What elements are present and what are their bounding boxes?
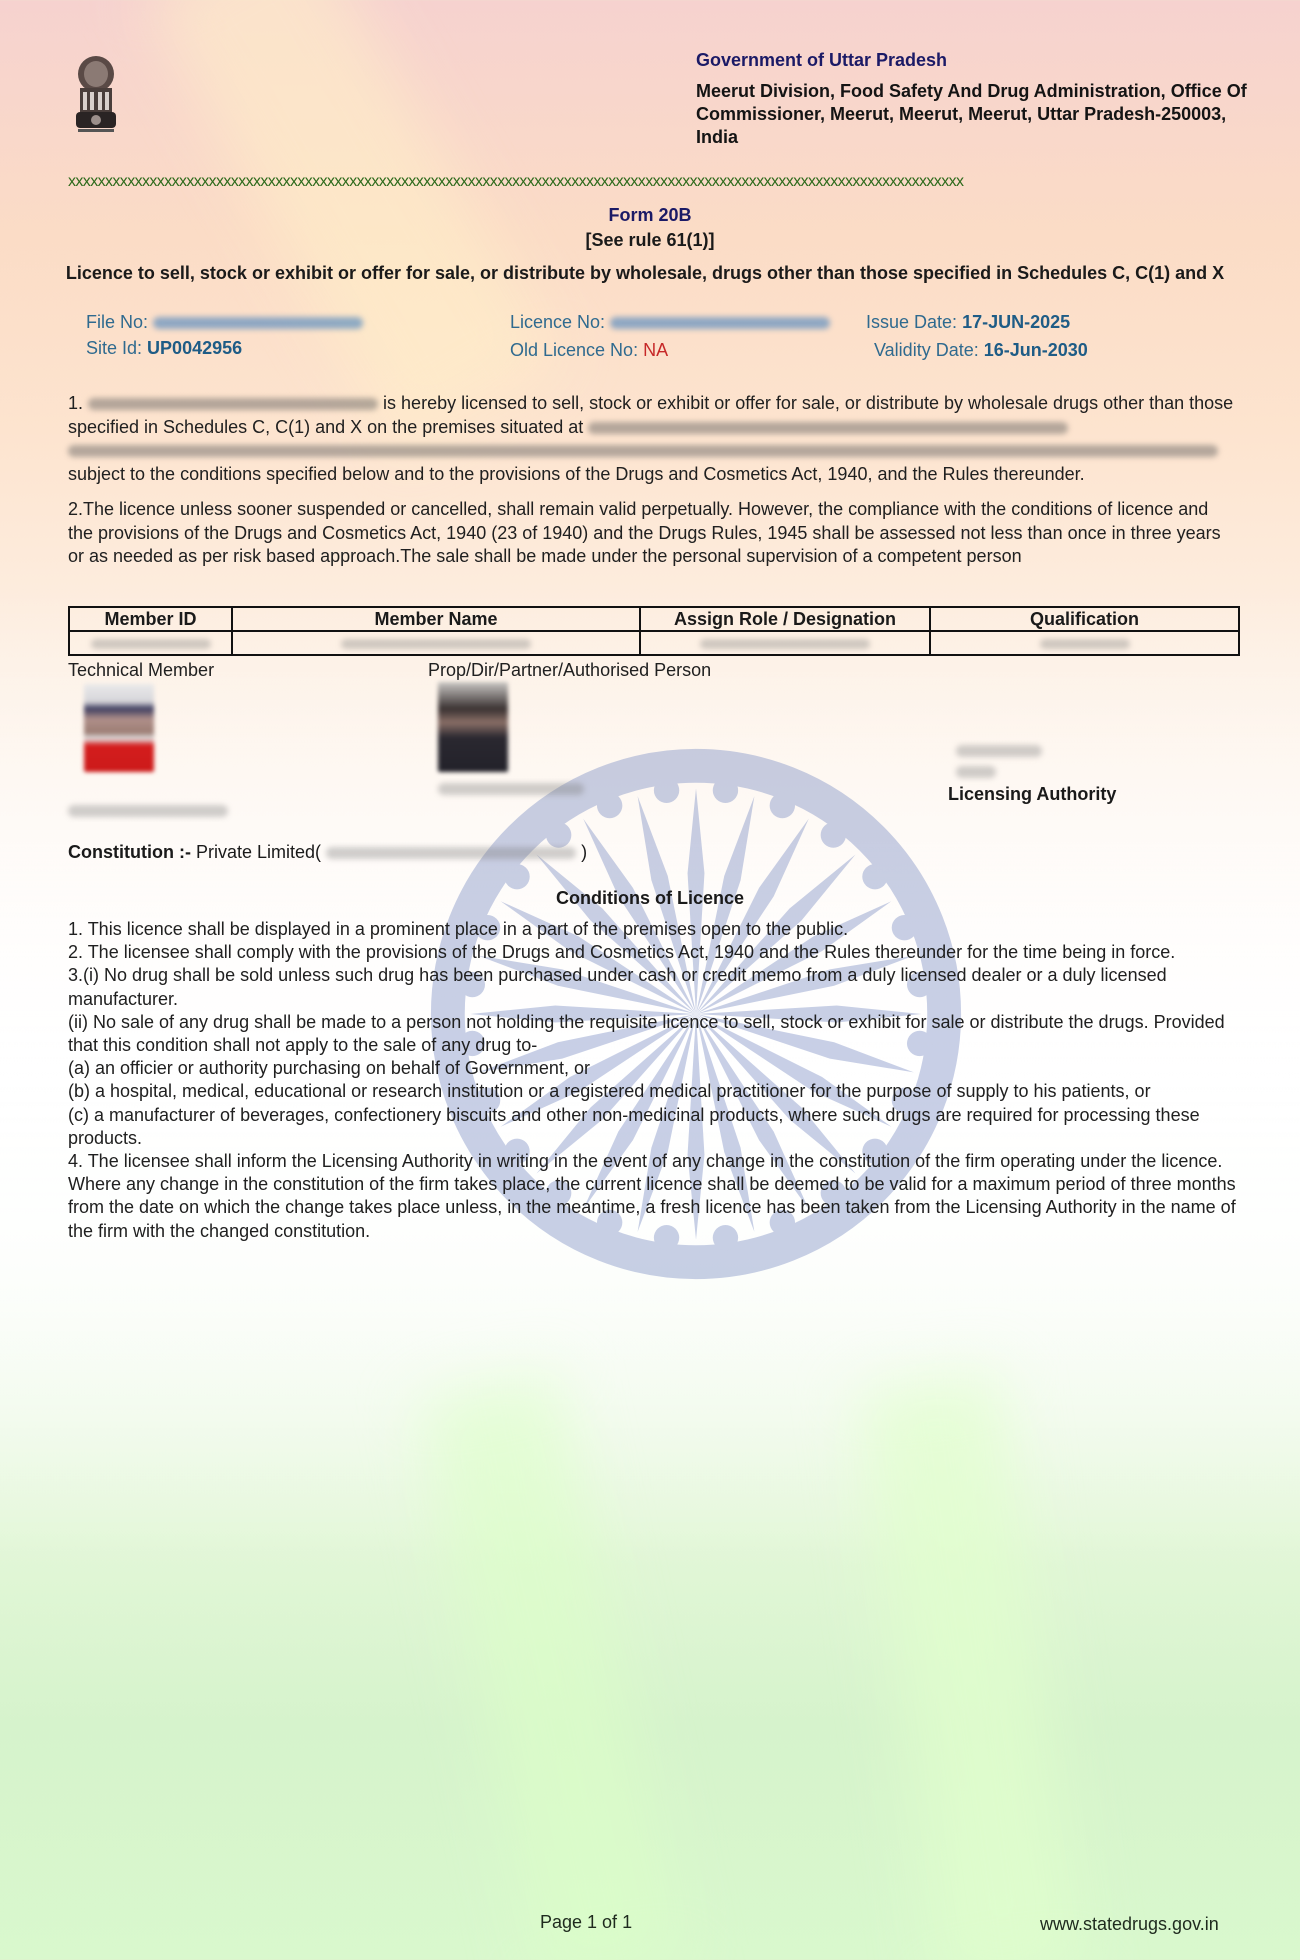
- premises-address-redacted-line2: [68, 445, 1218, 457]
- constitution: [68, 842, 587, 863]
- premises-address-redacted: [588, 422, 1068, 434]
- page-indicator: Page 1 of 1: [540, 1912, 633, 1932]
- cin-redacted: [326, 847, 576, 859]
- constitution-value: Private Limited(: [195, 842, 322, 862]
- prop-label: Prop/Dir/Partner/Authorised Person: [428, 660, 712, 680]
- condition-item: 1. This licence shall be displayed in a prominent place in a part of the premises open to the public.: [68, 919, 849, 939]
- condition-item: (a) an officier or authority purchasing on behalf of Government, or: [68, 1058, 590, 1079]
- issuing-office: [696, 48, 1256, 149]
- issue-date-label: Issue Date:: [866, 312, 958, 332]
- col-qualification: Qualification: [930, 607, 1239, 631]
- file-no: [86, 312, 363, 333]
- condition-item: (b) a hospital, medical, educational or research institution or a registered medical practitioner for the purpose of supply to his patients, or: [68, 1081, 1151, 1102]
- col-member-name: Member Name: [232, 607, 640, 631]
- conditions-title: Conditions of Licence: [555, 888, 744, 908]
- condition-item: (ii) No sale of any drug shall be made to a person not holding the requisite licence to sell, stock or exhibit for sale or distribute the drugs. Provided that this condition shall not apply to the sale of any drug to-: [68, 1011, 1225, 1056]
- old-licence-value: NA: [643, 340, 669, 360]
- constitution-close: ): [581, 842, 588, 862]
- technical-member-label: Technical Member: [68, 660, 215, 680]
- site-id-label: Site Id:: [86, 338, 143, 358]
- condition-item: 4. The licensee shall inform the Licensing Authority in writing in the event of any change in the constitution of the firm operating under the licence. Where any change in the constitution of the firm takes place, the current licence shall be deemed to be valid for a maximum period of three months from the date on which the change takes place unless, in the meantime, a fresh licence has been taken from the Licensing Authority in the name of the firm with the changed constitution.: [68, 1151, 1236, 1241]
- clause-1-text-a: is hereby licensed to sell, stock or exhibit or offer for sale, or distribute by wholesale drugs other than those specified in Schedules C, C(1) and X on the premises situated at: [68, 393, 1234, 437]
- col-role: Assign Role / Designation: [640, 607, 930, 631]
- website-link[interactable]: www.statedrugs.gov.in: [1040, 1914, 1219, 1934]
- clause-1-prefix: 1.: [68, 393, 84, 413]
- licensing-authority-label: Licensing Authority: [948, 784, 1117, 804]
- site-id-value: UP0042956: [147, 338, 243, 358]
- licence-clause-2: 2.The licence unless sooner suspended or cancelled, shall remain valid perpetually. However, the compliance with the conditions of licence and the provisions of the Drugs and Cosmetics Act, 1940 (23 of 1940) and the Drugs Rules, 1945 shall be assessed not less than once in three years or as needed as per risk based approach.The sale shall be made under the personal supervision of a competent person: [68, 499, 1221, 566]
- national-emblem-icon: [64, 52, 128, 136]
- form-description: Licence to sell, stock or exhibit or offer for sale, or distribute by wholesale, drugs other than those specified in Schedules C, C(1) and X: [65, 263, 1225, 283]
- condition-item: 3.(i) No drug shall be sold unless such drug has been purchased under cash or credit memo from a duly licensed dealer or a duly licensed manufacturer.: [68, 965, 1167, 1009]
- issue-date-value: 17-JUN-2025: [962, 312, 1071, 332]
- technical-member-name: [68, 800, 228, 821]
- condition-item: (c) a manufacturer of beverages, confectionery biscuits and other non-medicinal products, where such drugs are required for processing these products.: [68, 1104, 1200, 1148]
- issue-date: [866, 312, 1070, 333]
- file-no-label: File No:: [86, 312, 149, 332]
- licence-clause-1: [68, 392, 1238, 486]
- licence-no-label: Licence No:: [510, 312, 606, 332]
- licence-no: [510, 312, 830, 333]
- authority-name: [956, 740, 1042, 782]
- validity-value: 16-Jun-2030: [983, 340, 1088, 360]
- col-member-id: Member ID: [69, 607, 232, 631]
- cell-member-name: [232, 631, 640, 655]
- cell-qualification: [930, 631, 1239, 655]
- clause-1-text-b: subject to the conditions specified below and to the provisions of the Drugs and Cosmetics Act, 1940, and the Rules thereunder.: [68, 463, 1085, 484]
- file-no-value-redacted: [153, 317, 363, 329]
- government-title: Government of Uttar Pradesh: [696, 50, 948, 70]
- validity-label: Validity Date:: [874, 340, 979, 360]
- constitution-label: Constitution :-: [68, 842, 191, 862]
- form-rule: [See rule 61(1)]: [585, 230, 715, 250]
- cell-member-id: [69, 631, 232, 655]
- office-address: Meerut Division, Food Safety And Drug Administration, Office Of Commissioner, Meerut, Meerut, Meerut, Uttar Pradesh-250003, India: [696, 81, 1247, 147]
- licence-no-value-redacted: [610, 317, 830, 329]
- decorative-divider: xxxxxxxxxxxxxxxxxxxxxxxxxxxxxxxxxxxxxxxxxxxxxxxxxxxxxxxxxxxxxxxxxxxxxxxxxxxxxxxxxxxxxxxxxxxxxxxxxxxxxxxxxxxxxxxxxxxxxxxxx: [68, 173, 964, 190]
- members-table: [68, 606, 1240, 656]
- prop-name: [438, 778, 584, 799]
- form-number: Form 20B: [608, 205, 692, 225]
- cell-role: [640, 631, 930, 655]
- old-licence-label: Old Licence No:: [510, 340, 639, 360]
- table-header-row: [69, 607, 1239, 631]
- licensee-name-redacted: [88, 398, 378, 410]
- site-id: [86, 338, 242, 359]
- table-row: [69, 631, 1239, 655]
- validity-date: [874, 340, 1088, 361]
- condition-item: 2. The licensee shall comply with the provisions of the Drugs and Cosmetics Act, 1940 and the Rules thereunder for the time being in force.: [68, 942, 1176, 963]
- prop-photo: [438, 682, 508, 772]
- old-licence-no: [510, 340, 668, 361]
- conditions-list: [68, 918, 1238, 1243]
- technical-member-photo: [84, 684, 154, 772]
